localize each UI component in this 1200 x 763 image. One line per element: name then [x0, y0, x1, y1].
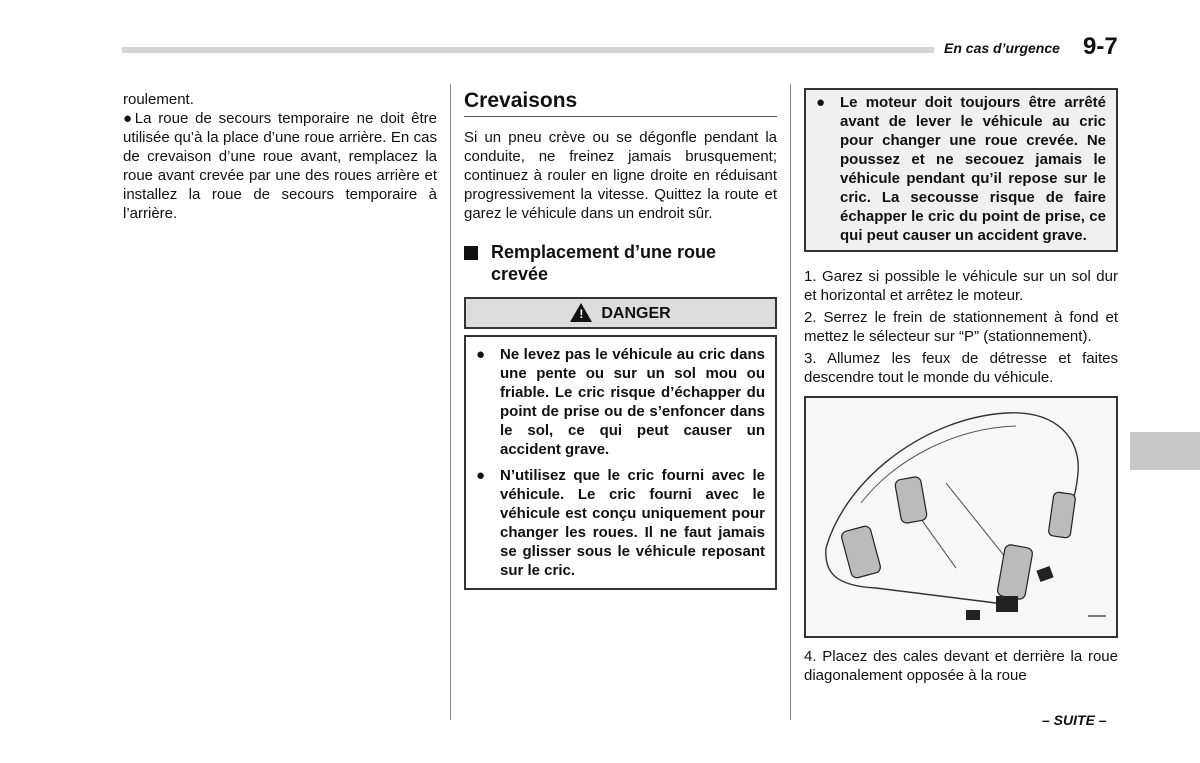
square-bullet-icon: [464, 246, 478, 260]
bullet-text: La roue de secours temporaire ne doit être utilisée qu’à la place d’une roue arrière. En cas de crevaison d’une roue avant, remplacez la roue avant crevée par une des roues arrière et installez la roue de secours temporaire à l’arrière.: [123, 110, 438, 222]
danger-item-text: N’utilisez que le cric fourni avec le véhicule. Le cric fourni avec le véhicule est conçu uniquement pour changer les roues. Il ne faut jamais se glisser sous le véhicule reposant sur le cric.: [500, 467, 765, 579]
warning-box: [804, 88, 1118, 252]
danger-item-text: Ne levez pas le véhicule au cric dans une pente ou sur un sol mou ou friable. Le cric risque d’échapper du point de prise ou de s’enfoncer dans le sol, ce qui peut causer un accident grave.: [500, 346, 765, 458]
subsection-heading: [464, 241, 777, 285]
bullet-icon: ●: [816, 94, 826, 111]
warning-text: Le moteur doit toujours être arrêté avant de lever le véhicule au cric pour changer une roue crevée. Ne poussez et ne secouez jamais le véhicule pendant qu’il repose sur le cric. La secousse risque de faire échapper le cric du point de prise, ce qui peut causer un accident grave.: [840, 94, 1106, 244]
danger-header: [464, 297, 777, 329]
wheel-chock-illustration: [804, 396, 1118, 638]
danger-item: [476, 466, 765, 580]
column-middle: [464, 88, 777, 590]
chapter-tab: [1130, 432, 1200, 470]
step-item: 3. Allumez les feux de détresse et faites descendre tout le monde du véhicule.: [804, 350, 1118, 386]
vehicle-wheels-drawing: [806, 398, 1116, 636]
section-heading: Crevaisons: [464, 88, 777, 117]
column-left: [123, 90, 437, 223]
bullet-icon: ●: [476, 346, 486, 363]
bullet-paragraph: [123, 109, 437, 223]
subsection-title: Remplacement d’une roue crevée: [491, 242, 717, 284]
page-number: 9-7: [1083, 33, 1118, 60]
bullet-icon: ●: [476, 467, 486, 484]
warning-triangle-icon: !: [570, 303, 592, 322]
continued-text: roulement.: [123, 91, 194, 108]
step-item: 2. Serrez le frein de stationnement à fond et mettez le sélecteur sur “P” (stationnement).: [804, 309, 1118, 345]
section-title: En cas d’urgence: [944, 40, 1060, 56]
danger-box: [464, 335, 777, 590]
continued-marker: – SUITE –: [1042, 712, 1107, 728]
column-divider: [450, 84, 451, 720]
intro-paragraph: Si un pneu crève ou se dégonfle pendant la conduite, ne freinez jamais brusquement; continuez à rouler en ligne droite en réduisant progressivement la vitesse. Quittez la route et garez le véhicule dans un endroit sûr.: [464, 129, 777, 222]
bullet-icon: ●: [123, 110, 135, 127]
danger-item: [476, 345, 765, 459]
step-item: 1. Garez si possible le véhicule sur un sol dur et horizontal et arrêtez le moteur.: [804, 268, 1118, 304]
danger-label: DANGER: [601, 304, 671, 322]
column-divider: [790, 84, 791, 720]
step-item: 4. Placez des cales devant et derrière la roue diagonalement opposée à la roue: [804, 648, 1118, 684]
header-rule: [122, 47, 934, 53]
column-right: [804, 88, 1118, 685]
steps-list: [804, 267, 1118, 387]
